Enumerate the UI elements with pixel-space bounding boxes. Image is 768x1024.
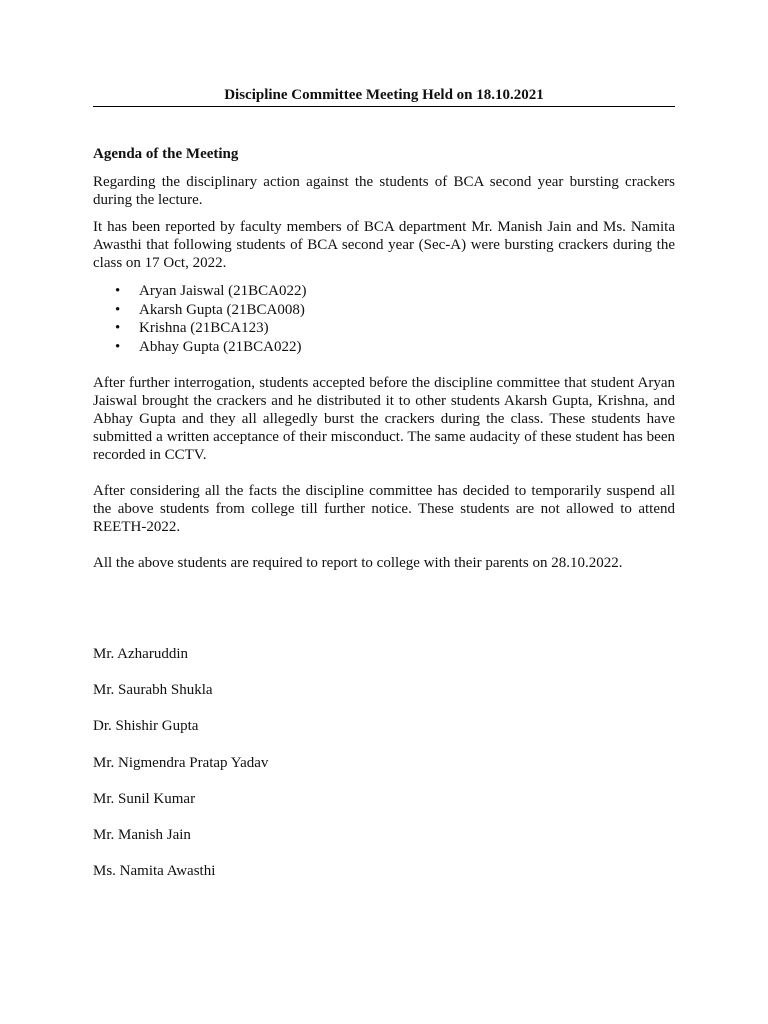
bullet-icon: • [115,320,121,336]
bullet-icon: • [115,283,121,299]
committee-members-list [93,645,675,898]
paragraph-report-date: All the above students are required to report to college with their parents on 28.10.2022. [93,555,623,571]
committee-member: Mr. Sunil Kumar [93,790,196,807]
paragraph-decision: After considering all the facts the discipline committee has decided to temporarily suspend all the above students from college till further notice. These students are not allowed to attend REETH-2022. [93,483,675,535]
student-name: Akarsh Gupta (21BCA008) [139,301,305,318]
title-block [93,86,675,107]
student-list-item [93,301,675,320]
student-list [93,282,675,356]
paragraph-report: It has been reported by faculty members of BCA department Mr. Manish Jain and Ms. Namita Awasthi that following students of BCA second year (Sec-A) were bursting crackers during the class on 17 Oct, 2022. [93,219,675,271]
student-name: Abhay Gupta (21BCA022) [139,338,302,355]
student-list-item [93,319,675,338]
student-name: Aryan Jaiswal (21BCA022) [139,283,307,299]
agenda-heading: Agenda of the Meeting [93,146,239,162]
committee-member: Ms. Namita Awasthi [93,863,216,880]
student-name: Krishna (21BCA123) [139,320,269,336]
paragraph-purpose: Regarding the disciplinary action against the students of BCA second year bursting crackers during the lecture. [93,174,675,208]
document-title: Discipline Committee Meeting Held on 18.10.2021 [224,87,544,103]
student-list-item [93,338,675,357]
bullet-icon: • [115,301,121,318]
committee-member: Mr. Manish Jain [93,826,191,843]
committee-member: Mr. Saurabh Shukla [93,682,213,699]
committee-member: Mr. Azharuddin [93,646,188,662]
committee-member: Dr. Shishir Gupta [93,718,199,735]
paragraph-interrogation: After further interrogation, students accepted before the discipline committee that student Aryan Jaiswal brought the crackers and he distributed it to other students Akarsh Gupta, Krishna, and Abhay Gupta and they all allegedly burst the crackers during the class. These students have submitted a written acceptance of their misconduct. The same audacity of these student has been recorded in CCTV. [93,375,675,463]
bullet-icon: • [115,338,121,355]
student-list-item [93,282,675,301]
committee-member: Mr. Nigmendra Pratap Yadav [93,754,269,771]
